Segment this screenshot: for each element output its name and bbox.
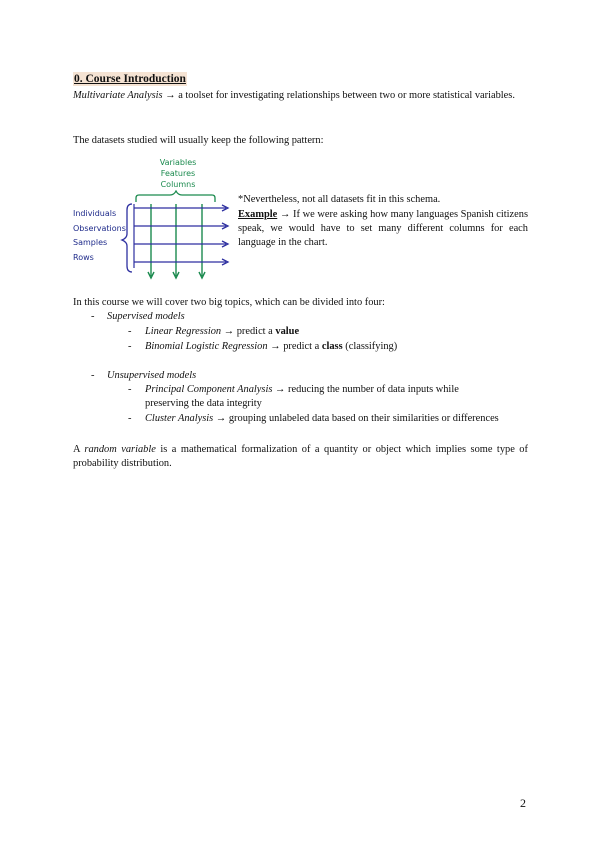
item-text: (classifying): [345, 341, 398, 352]
list-item: [145, 340, 397, 354]
rv-term: random variable: [84, 444, 156, 455]
column-brace: [136, 191, 215, 202]
row-label-observations: Observations: [73, 224, 126, 233]
arrow: →: [165, 90, 176, 101]
rv-pre: A: [73, 444, 80, 455]
column-label-features: Features: [160, 169, 196, 178]
row-arrows: [134, 205, 228, 265]
section-heading: 0. Course Introduction: [74, 73, 186, 85]
item-text: grouping unlabeled data based on their similarities or differences: [228, 413, 499, 424]
multivariate-term: Multivariate Analysis: [73, 90, 163, 101]
row-label-rows: Rows: [73, 253, 94, 262]
random-variable-paragraph: [73, 443, 528, 471]
list-item: [145, 383, 459, 397]
nevertheless-note: *Nevertheless, not all datasets fit in this schema.: [238, 194, 441, 205]
intro-paragraph: [73, 89, 528, 103]
arrow: →: [215, 413, 227, 424]
item-text: reducing the number of data inputs while: [288, 384, 459, 395]
list-item: [145, 412, 499, 426]
topic-supervised: Supervised models: [107, 311, 185, 322]
column-label-variables: Variables: [159, 158, 197, 167]
item-term: Principal Component Analysis: [145, 384, 273, 395]
example-label: Example: [238, 209, 278, 220]
topic-unsupervised: Unsupervised models: [107, 370, 197, 381]
item-term: Binomial Logistic Regression: [145, 341, 268, 352]
column-label-columns: Columns: [160, 180, 196, 189]
page-number: 2: [520, 796, 526, 810]
topics-intro: In this course we will cover two big topics, which can be divided into four:: [73, 297, 385, 308]
pattern-text: The datasets studied will usually keep the following pattern:: [73, 135, 324, 146]
rv-text: is a mathematical formalization of a quantity or object which implies some type of probability distribution.: [73, 444, 528, 469]
item-text: predict a: [283, 341, 320, 352]
item-term: Cluster Analysis: [145, 413, 214, 424]
row-brace: [122, 204, 132, 272]
item-text: predict a: [236, 326, 273, 337]
item-term: Linear Regression: [145, 326, 222, 337]
list-item: [145, 325, 299, 339]
arrow: →: [270, 341, 281, 352]
item-text-continued: preserving the data integrity: [145, 398, 262, 409]
example-note: [238, 208, 528, 250]
arrow: →: [275, 384, 286, 395]
row-label-samples: Samples: [73, 238, 108, 247]
document-page: 0. Course Introduction Multivariate Analysis → a toolset for investigating relationships between two or more statistical variables. The datasets studied will usually keep the following pattern: Variables Features Columns Individuals Observations Samples Rows *Nevertheless, not all datasets fit in this schema. Example → If we were asking how many languages Spanish citizens speak, we would have to set many different columns for each language in the chart. In this course we will cover two big topics, which can be divided into four: - Supervised models - Linear Regression → predict a value - Binomial Logistic Regression → predict a class (classifying) - Unsupervised models - Principal Component Analysis → reducing the number of data inputs while preserving the data integrity - Cluster Analysis → grouping unlabeled data based on their similarities or differences A random variable is a mathematical formalization of a quantity or object which implies some type of probability distribution. 2: [73, 73, 528, 810]
column-arrows: [148, 204, 205, 278]
intro-text: a toolset for investigating relationships between two or more statistical variables.: [178, 90, 515, 101]
arrow: →: [223, 326, 235, 337]
grid-sketch: [118, 190, 238, 282]
item-bold: class: [321, 341, 343, 352]
example-text: If we were asking how many languages Spanish citizens speak, we would have to set many different columns for each language in the chart.: [238, 209, 528, 248]
item-bold: value: [275, 326, 300, 337]
row-label-individuals: Individuals: [73, 209, 117, 218]
arrow: →: [279, 209, 291, 220]
